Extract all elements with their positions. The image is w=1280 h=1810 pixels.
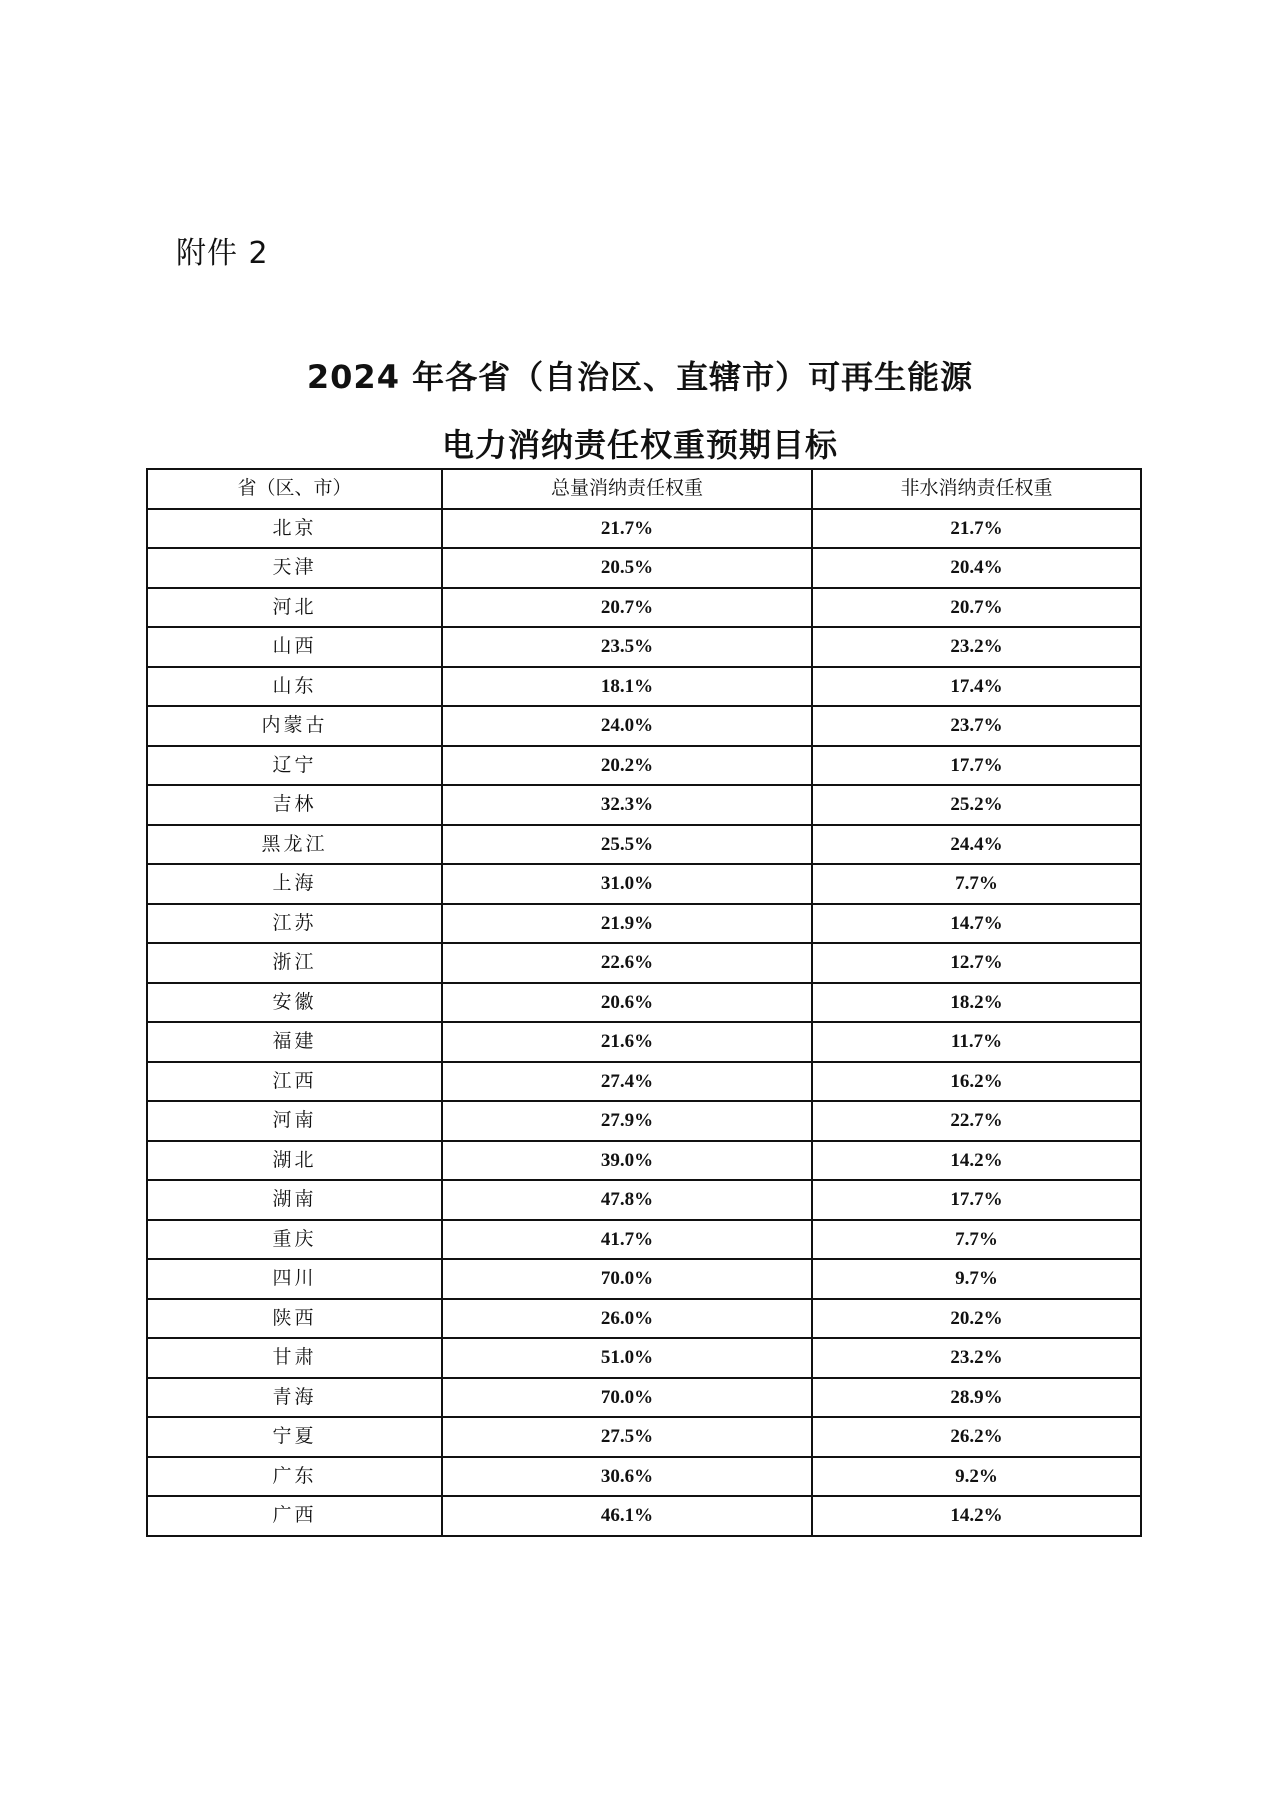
header-province: 省（区、市） <box>147 469 442 509</box>
document-title-line-2: 电力消纳责任权重预期目标 <box>441 426 838 464</box>
table-row <box>147 588 1141 628</box>
non-hydro-weight-cell: 23.2% <box>812 627 1141 667</box>
table-row <box>147 1220 1141 1260</box>
province-cell: 辽宁 <box>147 746 442 786</box>
total-weight-cell: 20.7% <box>442 588 812 628</box>
table-row <box>147 983 1141 1023</box>
table-row <box>147 627 1141 667</box>
total-weight-cell: 70.0% <box>442 1259 812 1299</box>
total-weight-cell: 22.6% <box>442 943 812 983</box>
total-weight-cell: 70.0% <box>442 1378 812 1418</box>
table-row <box>147 1062 1141 1102</box>
province-cell: 湖北 <box>147 1141 442 1181</box>
province-cell: 内蒙古 <box>147 706 442 746</box>
table-row <box>147 1101 1141 1141</box>
table-row <box>147 667 1141 707</box>
table-row <box>147 1496 1141 1536</box>
province-cell: 陕西 <box>147 1299 442 1339</box>
province-cell: 山西 <box>147 627 442 667</box>
province-cell: 四川 <box>147 1259 442 1299</box>
non-hydro-weight-cell: 12.7% <box>812 943 1141 983</box>
table-row <box>147 1180 1141 1220</box>
table-row <box>147 1141 1141 1181</box>
attachment-label: 附件 2 <box>176 236 269 271</box>
province-cell: 福建 <box>147 1022 442 1062</box>
province-cell: 安徽 <box>147 983 442 1023</box>
total-weight-cell: 41.7% <box>442 1220 812 1260</box>
total-weight-cell: 26.0% <box>442 1299 812 1339</box>
non-hydro-weight-cell: 14.2% <box>812 1141 1141 1181</box>
header-non-hydro-weight: 非水消纳责任权重 <box>812 469 1141 509</box>
total-weight-cell: 39.0% <box>442 1141 812 1181</box>
table-row <box>147 825 1141 865</box>
province-cell: 江苏 <box>147 904 442 944</box>
non-hydro-weight-cell: 25.2% <box>812 785 1141 825</box>
total-weight-cell: 27.5% <box>442 1417 812 1457</box>
province-cell: 广西 <box>147 1496 442 1536</box>
table-row <box>147 706 1141 746</box>
province-cell: 河南 <box>147 1101 442 1141</box>
non-hydro-weight-cell: 20.4% <box>812 548 1141 588</box>
total-weight-cell: 31.0% <box>442 864 812 904</box>
table-row <box>147 509 1141 549</box>
non-hydro-weight-cell: 14.2% <box>812 1496 1141 1536</box>
table-row <box>147 1299 1141 1339</box>
province-cell: 北京 <box>147 509 442 549</box>
table-body <box>147 509 1141 1536</box>
non-hydro-weight-cell: 7.7% <box>812 1220 1141 1260</box>
province-cell: 甘肃 <box>147 1338 442 1378</box>
non-hydro-weight-cell: 17.7% <box>812 1180 1141 1220</box>
province-cell: 湖南 <box>147 1180 442 1220</box>
total-weight-cell: 25.5% <box>442 825 812 865</box>
total-weight-cell: 24.0% <box>442 706 812 746</box>
non-hydro-weight-cell: 24.4% <box>812 825 1141 865</box>
province-cell: 广东 <box>147 1457 442 1497</box>
non-hydro-weight-cell: 26.2% <box>812 1417 1141 1457</box>
total-weight-cell: 21.6% <box>442 1022 812 1062</box>
non-hydro-weight-cell: 28.9% <box>812 1378 1141 1418</box>
total-weight-cell: 20.5% <box>442 548 812 588</box>
total-weight-cell: 18.1% <box>442 667 812 707</box>
total-weight-cell: 20.6% <box>442 983 812 1023</box>
table-row <box>147 548 1141 588</box>
total-weight-cell: 23.5% <box>442 627 812 667</box>
non-hydro-weight-cell: 9.2% <box>812 1457 1141 1497</box>
table-row <box>147 943 1141 983</box>
total-weight-cell: 32.3% <box>442 785 812 825</box>
table-row <box>147 904 1141 944</box>
province-cell: 上海 <box>147 864 442 904</box>
non-hydro-weight-cell: 9.7% <box>812 1259 1141 1299</box>
total-weight-cell: 27.9% <box>442 1101 812 1141</box>
weight-targets-table <box>146 468 1142 1537</box>
total-weight-cell: 46.1% <box>442 1496 812 1536</box>
table-row <box>147 785 1141 825</box>
table-row <box>147 1457 1141 1497</box>
total-weight-cell: 30.6% <box>442 1457 812 1497</box>
non-hydro-weight-cell: 7.7% <box>812 864 1141 904</box>
non-hydro-weight-cell: 14.7% <box>812 904 1141 944</box>
table-header-row <box>147 469 1141 509</box>
non-hydro-weight-cell: 22.7% <box>812 1101 1141 1141</box>
total-weight-cell: 21.7% <box>442 509 812 549</box>
province-cell: 吉林 <box>147 785 442 825</box>
non-hydro-weight-cell: 16.2% <box>812 1062 1141 1102</box>
document-title-line-1: 2024 年各省（自治区、直辖市）可再生能源 <box>306 358 974 396</box>
non-hydro-weight-cell: 20.2% <box>812 1299 1141 1339</box>
table-row <box>147 1259 1141 1299</box>
table-row <box>147 1417 1141 1457</box>
table-row <box>147 1338 1141 1378</box>
province-cell: 青海 <box>147 1378 442 1418</box>
total-weight-cell: 51.0% <box>442 1338 812 1378</box>
non-hydro-weight-cell: 17.7% <box>812 746 1141 786</box>
province-cell: 河北 <box>147 588 442 628</box>
province-cell: 浙江 <box>147 943 442 983</box>
non-hydro-weight-cell: 11.7% <box>812 1022 1141 1062</box>
province-cell: 黑龙江 <box>147 825 442 865</box>
non-hydro-weight-cell: 23.7% <box>812 706 1141 746</box>
table-row <box>147 1022 1141 1062</box>
non-hydro-weight-cell: 21.7% <box>812 509 1141 549</box>
total-weight-cell: 20.2% <box>442 746 812 786</box>
total-weight-cell: 47.8% <box>442 1180 812 1220</box>
table-row <box>147 746 1141 786</box>
non-hydro-weight-cell: 20.7% <box>812 588 1141 628</box>
total-weight-cell: 21.9% <box>442 904 812 944</box>
header-total-weight: 总量消纳责任权重 <box>442 469 812 509</box>
non-hydro-weight-cell: 17.4% <box>812 667 1141 707</box>
province-cell: 重庆 <box>147 1220 442 1260</box>
province-cell: 天津 <box>147 548 442 588</box>
province-cell: 江西 <box>147 1062 442 1102</box>
province-cell: 宁夏 <box>147 1417 442 1457</box>
non-hydro-weight-cell: 18.2% <box>812 983 1141 1023</box>
table-row <box>147 1378 1141 1418</box>
province-cell: 山东 <box>147 667 442 707</box>
total-weight-cell: 27.4% <box>442 1062 812 1102</box>
table-row <box>147 864 1141 904</box>
non-hydro-weight-cell: 23.2% <box>812 1338 1141 1378</box>
